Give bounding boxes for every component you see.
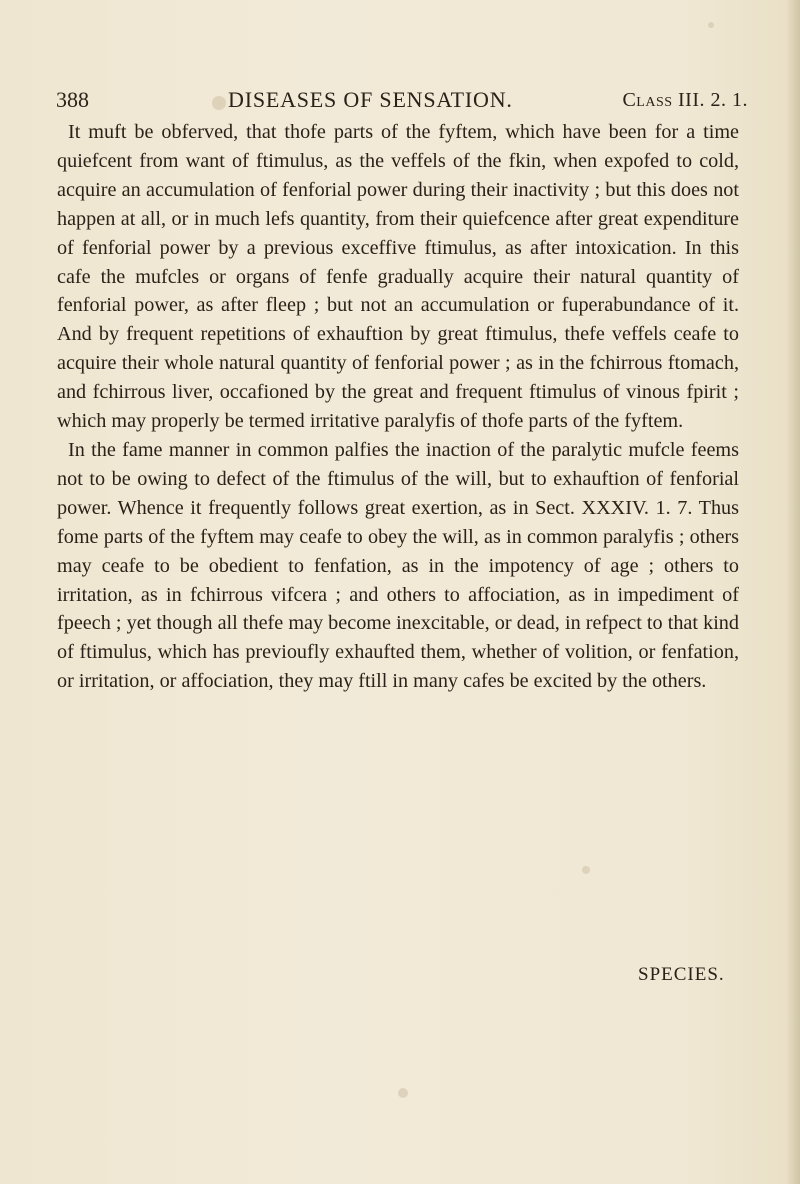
paper-speck [582, 866, 590, 874]
body-text [57, 118, 739, 696]
running-title: DISEASES OF SENSATION. [228, 87, 513, 112]
catchword: SPECIES. [638, 964, 725, 985]
class-label: Class III. 2. 1. [622, 89, 748, 111]
page-number: 388 [56, 87, 89, 112]
paper-speck [708, 22, 714, 28]
paragraph-1: It muft be obferved, that thofe parts of the fyftem, which have been for a time quiefcent from want of ftimulus, as the veffels of the fkin, when expofed to cold, acquire an accumulation of fenforial power during their inactivity ; but this does not happen at all, or in much lefs quantity, from their quiefcence after great expenditure of fenforial power by a previous exceffive ftimulus, as after intoxication. In this cafe the mufcles or organs of fenfe gradually acquire their natural quantity of fenforial power, as after fleep ; but not an accumulation or fuperabundance of it. And by frequent repetitions of exhauftion by great ftimulus, thefe veffels ceafe to acquire their whole natural quantity of fenforial power ; as in the fchirrous ftomach, and fchirrous liver, occafioned by the great and frequent ftimulus of vinous fpirit ; which may properly be termed irritative paralyfis of thofe parts of the fyftem. [57, 121, 739, 433]
paper-speck [212, 96, 226, 110]
paper-speck [398, 1088, 408, 1098]
page-edge-shadow [786, 0, 800, 1184]
paragraph-2: In the fame manner in common palfies the inaction of the paralytic mufcle feems not to be owing to defect of the ftimulus of the will, but to exhauftion of fenforial power. Whence it frequently follows great exertion, as in Sect. XXXIV. 1. 7. Thus fome parts of the fyftem may ceafe to obey the will, as in common paralyfis ; others may ceafe to be obedient to fenfation, as in the impotency of age ; others to irritation, as in fchirrous vifcera ; and others to affociation, as in impediment of fpeech ; yet though all thefe may become inexcitable, or dead, in refpect to that kind of ftimulus, which has previoufly exhaufted them, whether of volition, or fenfation, or irritation, or affociation, they may ftill in many cafes be excited by the others. [57, 438, 739, 693]
running-header [56, 85, 748, 115]
